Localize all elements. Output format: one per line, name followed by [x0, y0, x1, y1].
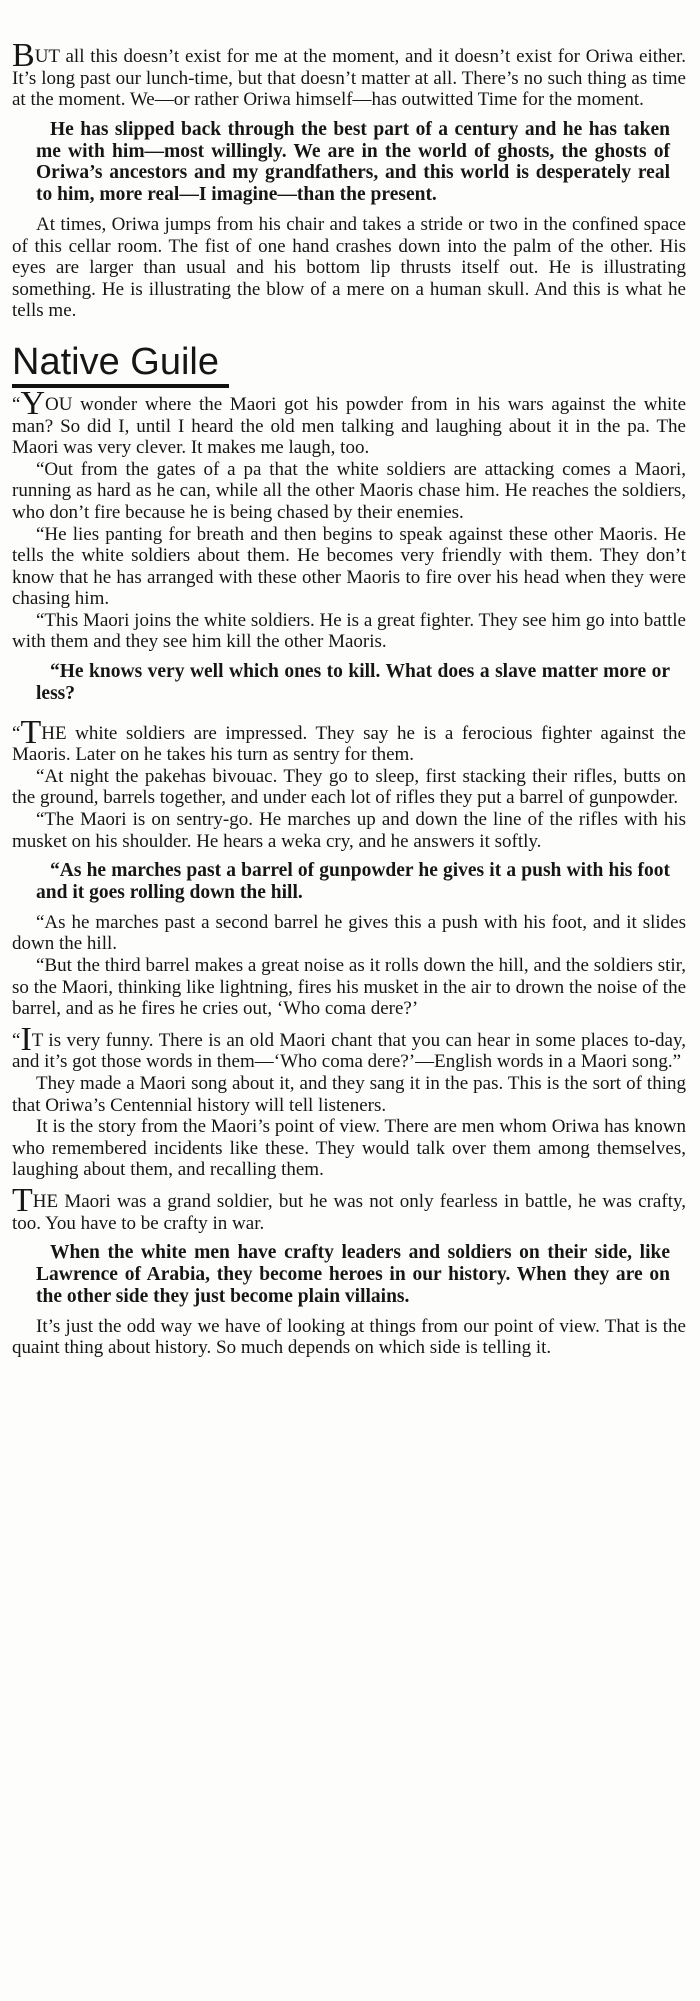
spacer [12, 1181, 686, 1191]
section-paragraph-7: “The Maori is on sentry-go. He marches up and down the line of the rifles with his musket on his shoulder. He hears a weka cry, and he answers it softly. [12, 809, 686, 852]
section-paragraph-10 [12, 1020, 686, 1073]
section-paragraph-12: It is the story from the Maori’s point of view. There are men whom Oriwa has known who remembered incidents like these. They would talk over them among themselves, laughing about them, and recalling them. [12, 1116, 686, 1181]
drop-cap: T [12, 1181, 33, 1219]
pull-quote-3 [36, 860, 670, 904]
section-paragraph-10-text: T is very funny. There is an old Maori chant that you can hear in some places to-day, and it’s got those words in them—‘Who coma dere?’—English words in a Maori song.” [12, 1029, 686, 1073]
section-paragraph-9: “But the third barrel makes a great noise as it rolls down the hill, and the soldiers stir, so the Maori, thinking like lightning, fires his musket in the air to drown the noise of the barrel, and as he fires he cries out, ‘Who coma dere?’ [12, 955, 686, 1020]
section-paragraph-3: “He lies panting for breath and then begins to speak against these other Maoris. He tells the white soldiers about them. He becomes very friendly with them. They don’t know that he has arranged with these other Maoris to fire over his head when they were chasing him. [12, 523, 686, 610]
section-paragraph-14: It’s just the odd way we have of looking at things from our point of view. That is the quaint thing about history. So much depends on which side is telling it. [12, 1315, 686, 1359]
pull-quote-1-text: He has slipped back through the best part of a century and he has taken me with him—most willingly. We are in the world of ghosts, the ghosts of Oriwa’s ancestors and my grandfathers, and this world is desperately real to him, more real—I imagine—than the present. [36, 118, 670, 206]
section-heading: Native Guile [12, 340, 229, 388]
open-quote-mark: “ [12, 1029, 21, 1051]
pull-quote-2-text: “He knows very well which ones to kill. What does a slave matter more or less? [36, 661, 670, 704]
spacer [12, 713, 686, 723]
section-paragraph-2: “Out from the gates of a pa that the white soldiers are attacking comes a Maori, running as hard as he can, while all the other Maoris chase him. He reaches the soldiers, who don’t fire because he is being chased by their enemies. [12, 458, 686, 523]
section-paragraph-13 [12, 1181, 686, 1234]
intro-paragraph-1-text: UT all this doesn’t exist for me at the moment, and it doesn’t exist for Oriwa either. It’s long past our lunch-time, but that doesn’t matter at all. There’s no such thing as time at the moment. We—or rather Oriwa himself—has outwitted Time for the moment. [12, 46, 686, 111]
section-paragraph-1 [12, 384, 686, 459]
section-paragraph-6: “At night the pakehas bivouac. They go to sleep, first stacking their rifles, butts on the ground, barrels together, and under each lot of rifles they put a barrel of gunpowder. [12, 765, 686, 809]
intro-paragraph-1 [12, 37, 686, 111]
section-paragraph-1-text: OU wonder where the Maori got his powder from in his wars against the white man? So did I, until I heard the old men talking and laughing about it in the pa. The Maori was very clever. It makes me laugh, too. [12, 393, 686, 459]
section-paragraph-4: “This Maori joins the white soldiers. He is a great fighter. They see him go into battle with them and they see him kill the other Maoris. [12, 609, 686, 653]
pull-quote-3-text: “As he marches past a barrel of gunpowder he gives it a push with his foot and it goes rolling down the hill. [36, 860, 670, 904]
pull-quote-1 [36, 119, 670, 206]
pull-quote-2 [36, 661, 670, 705]
section-paragraph-13-text: HE Maori was a grand soldier, but he was not only fearless in battle, he was crafty, too. You have to be crafty in war. [12, 1190, 686, 1234]
drop-cap: Y [20, 384, 45, 422]
pull-quote-4 [36, 1242, 670, 1307]
spacer [12, 1020, 686, 1030]
section-paragraph-5-text: HE white soldiers are impressed. They say he is a ferocious fighter against the Maoris. Later on he takes his turn as sentry for them. [12, 722, 686, 766]
section-paragraph-11: They made a Maori song about it, and they sang it in the pas. This is the sort of thing that Oriwa’s Centennial history will tell listeners. [12, 1072, 686, 1116]
drop-cap: B [12, 37, 35, 74]
pull-quote-4-text: When the white men have crafty leaders and soldiers on their side, like Lawrence of Arabia, they become heroes in our history. When they are on the other side they just become plain villains. [36, 1242, 670, 1307]
intro-paragraph-2: At times, Oriwa jumps from his chair and takes a stride or two in the confined space of this cellar room. The fist of one hand crashes down into the palm of the other. His eyes are larger than usual and his bottom lip thrusts itself out. He is illustrating something. He is illustrating the blow of a mere on a human skull. And this is what he tells me. [12, 213, 686, 322]
open-quote-mark: “ [12, 393, 21, 415]
drop-cap: I [20, 1020, 32, 1058]
drop-cap: T [20, 713, 42, 751]
open-quote-mark: “ [12, 722, 21, 744]
section-paragraph-5 [12, 713, 686, 766]
section-paragraph-8: “As he marches past a second barrel he gives this a push with his foot, and it slides down the hill. [12, 911, 686, 955]
